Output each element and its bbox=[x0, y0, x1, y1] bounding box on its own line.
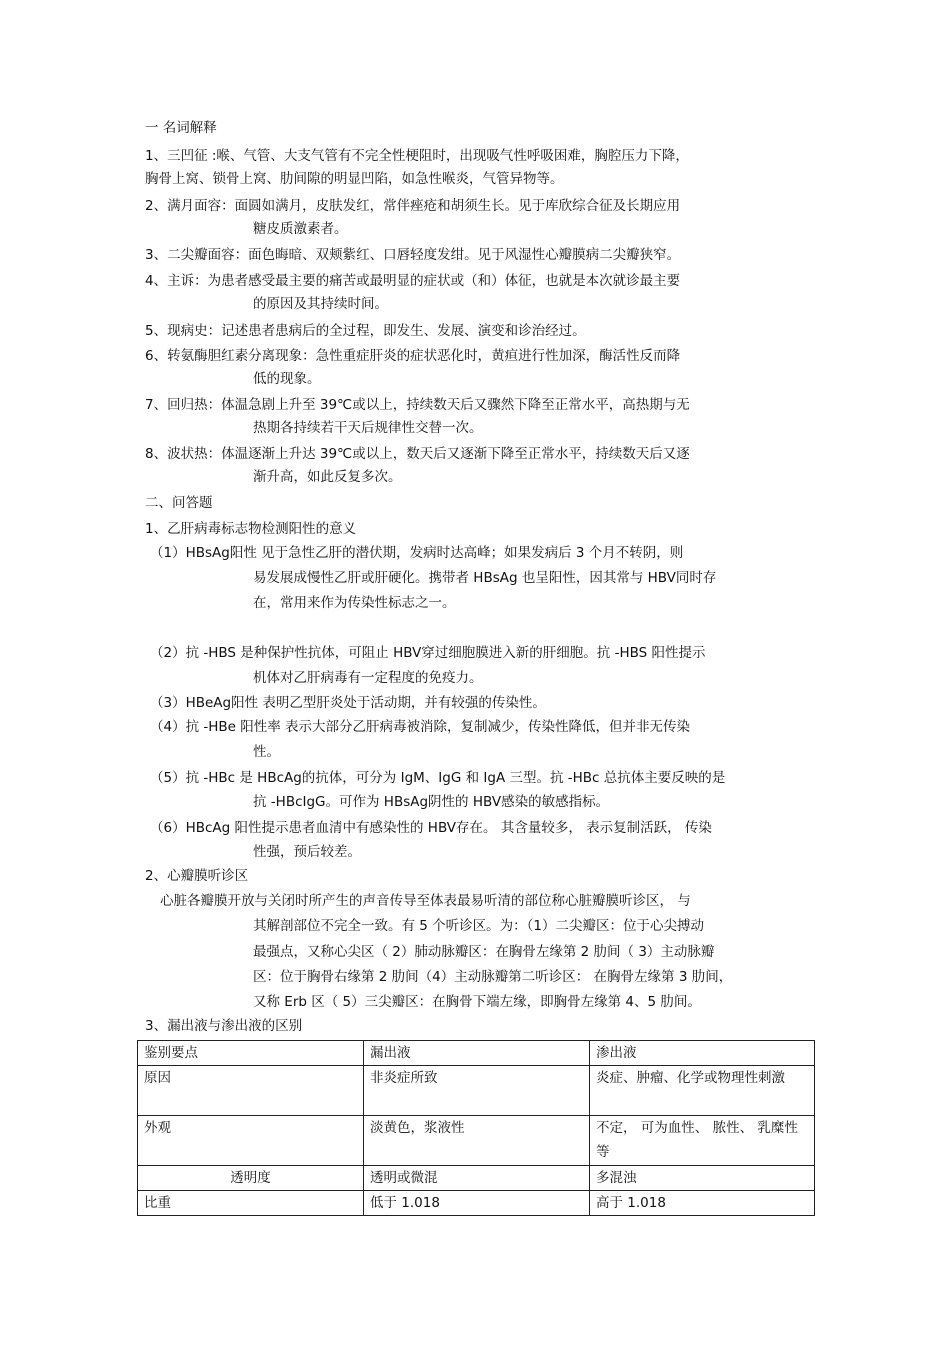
term-6-line-2: 低的现象。 bbox=[253, 371, 321, 387]
term-1-line-1: 1、三凹征 :喉、气管、大支气管有不完全性梗阻时，出现吸气性呼吸困难，胸腔压力下降， bbox=[145, 148, 689, 164]
table-cell: 透明或微混 bbox=[364, 1166, 590, 1191]
q1-item-2-line-2: 机体对乙肝病毒有一定程度的免疫力。 bbox=[253, 670, 483, 686]
table-header-cell: 鉴别要点 bbox=[138, 1041, 364, 1066]
table-cell: 低于 1.018 bbox=[364, 1191, 590, 1216]
q1-item-3-line-1: （3）HBeAg阳性 表明乙型肝炎处于活动期，并有较强的传染性。 bbox=[150, 695, 546, 711]
term-7-line-1: 7、回归热：体温急剧上升至 39℃或以上，持续数天后又骤然下降至正常水平，高热期与无 bbox=[145, 397, 690, 413]
term-5-line-1: 5、现病史：记述患者患病后的全过程，即发生、发展、演变和诊治经过。 bbox=[145, 323, 586, 339]
q1-item-2-line-1: （2）抗 -HBS 是种保护性抗体，可阻止 HBV穿过细胞膜进入新的肝细胞。抗 -HBS 阳性提示 bbox=[150, 645, 706, 661]
q2-line-3: 最强点，又称心尖区（ 2）肺动脉瓣区：在胸骨左缘第 2 肋间（ 3）主动脉瓣 bbox=[253, 944, 715, 960]
q1-item-1-line-2: 易发展成慢性乙肝或肝硬化。携带者 HBsAg 也呈阳性，因其常与 HBV同时存 bbox=[253, 570, 717, 586]
q1-item-1-line-1: （1）HBsAg阳性 见于急性乙肝的潜伏期，发病时达高峰；如果发病后 3 个月不转阴，则 bbox=[150, 545, 684, 561]
table-row bbox=[138, 1116, 815, 1166]
q2-line-2: 其解剖部位不完全一致。有 5 个听诊区。为：（1）二尖瓣区：位于心尖搏动 bbox=[253, 918, 705, 934]
table-cell: 透明度 bbox=[138, 1166, 364, 1191]
table-cell: 淡黄色，浆液性 bbox=[364, 1116, 590, 1166]
table-header-row bbox=[138, 1041, 815, 1066]
table-row bbox=[138, 1191, 815, 1216]
q1-item-1-line-3: 在，常用来作为传染性标志之一。 bbox=[253, 595, 456, 611]
term-3-line-1: 3、二尖瓣面容：面色晦暗、双颊紫红、口唇轻度发绀。见于风湿性心瓣膜病二尖瓣狭窄。 bbox=[145, 247, 681, 263]
term-4-line-2: 的原因及其持续时间。 bbox=[253, 296, 388, 312]
term-1-line-2: 胸骨上窝、锁骨上窝、肋间隙的明显凹陷，如急性喉炎，气管异物等。 bbox=[145, 171, 564, 187]
q1-item-4-line-2: 性。 bbox=[253, 744, 280, 760]
term-7-line-2: 热期各持续若干天后规律性交替一次。 bbox=[253, 420, 483, 436]
table-cell: 高于 1.018 bbox=[590, 1191, 815, 1216]
term-2-line-2: 糖皮质激素者。 bbox=[253, 221, 348, 237]
q1-item-5-line-2: 抗 -HBcIgG。可作为 HBsAg阴性的 HBV感染的敏感指标。 bbox=[253, 794, 610, 810]
q1-item-5-line-1: （5）抗 -HBc 是 HBcAg的抗体，可分为 IgM、IgG 和 IgA 三型。抗 -HBc 总抗体主要反映的是 bbox=[150, 770, 726, 786]
table-cell: 多混浊 bbox=[590, 1166, 815, 1191]
q1-item-6-line-1: （6）HBcAg 阳性提示患者血清中有感染性的 HBV存在。 其含量较多， 表示复制活跃， 传染 bbox=[150, 820, 712, 836]
term-8-line-1: 8、波状热：体温逐渐上升达 39℃或以上，数天后又逐渐下降至正常水平，持续数天后又逐 bbox=[145, 446, 690, 462]
table-row bbox=[138, 1066, 815, 1116]
q1-title: 1、乙肝病毒标志物检测阳性的意义 bbox=[145, 521, 357, 537]
q2-line-4: 区：位于胸骨右缘第 2 肋间（4）主动脉瓣第二听诊区： 在胸骨左缘第 3 肋间， bbox=[253, 969, 733, 985]
table-cell: 原因 bbox=[138, 1066, 364, 1116]
q1-item-4-line-1: （4）抗 -HBe 阳性率 表示大部分乙肝病毒被消除，复制减少，传染性降低，但并非无传染 bbox=[150, 719, 691, 735]
table-cell: 炎症、肿瘤、化学或物理性刺激 bbox=[590, 1066, 815, 1116]
section1-title: 一 名词解释 bbox=[145, 120, 217, 136]
table-header-cell: 漏出液 bbox=[364, 1041, 590, 1066]
section2-title: 二、问答题 bbox=[145, 495, 213, 511]
q2-line-1: 心脏各瓣膜开放与关闭时所产生的声音传导至体表最易听清的部位称心脏瓣膜听诊区， 与 bbox=[160, 893, 691, 909]
table-cell: 不定， 可为血性、 脓性、 乳糜性等 bbox=[590, 1116, 815, 1166]
comparison-table bbox=[137, 1040, 815, 1216]
q1-item-6-line-2: 性强，预后较差。 bbox=[253, 844, 361, 860]
term-6-line-1: 6、转氨酶胆红素分离现象：急性重症肝炎的症状恶化时，黄疸进行性加深，酶活性反而降 bbox=[145, 348, 681, 364]
term-2-line-1: 2、满月面容：面圆如满月，皮肤发红，常伴痤疮和胡须生长。见于库欣综合征及长期应用 bbox=[145, 198, 681, 214]
table-row bbox=[138, 1166, 815, 1191]
q2-title: 2、心瓣膜听诊区 bbox=[145, 868, 249, 884]
table-cell: 比重 bbox=[138, 1191, 364, 1216]
q2-line-5: 又称 Erb 区（ 5）三尖瓣区：在胸骨下端左缘，即胸骨左缘第 4、5 肋间。 bbox=[253, 994, 701, 1010]
table-header-cell: 渗出液 bbox=[590, 1041, 815, 1066]
table-cell: 外观 bbox=[138, 1116, 364, 1166]
term-8-line-2: 渐升高，如此反复多次。 bbox=[253, 469, 402, 485]
table-cell: 非炎症所致 bbox=[364, 1066, 590, 1116]
term-4-line-1: 4、主诉：为患者感受最主要的痛苦或最明显的症状或（和）体征，也就是本次就诊最主要 bbox=[145, 273, 681, 289]
q3-title: 3、漏出液与渗出液的区别 bbox=[145, 1018, 303, 1034]
